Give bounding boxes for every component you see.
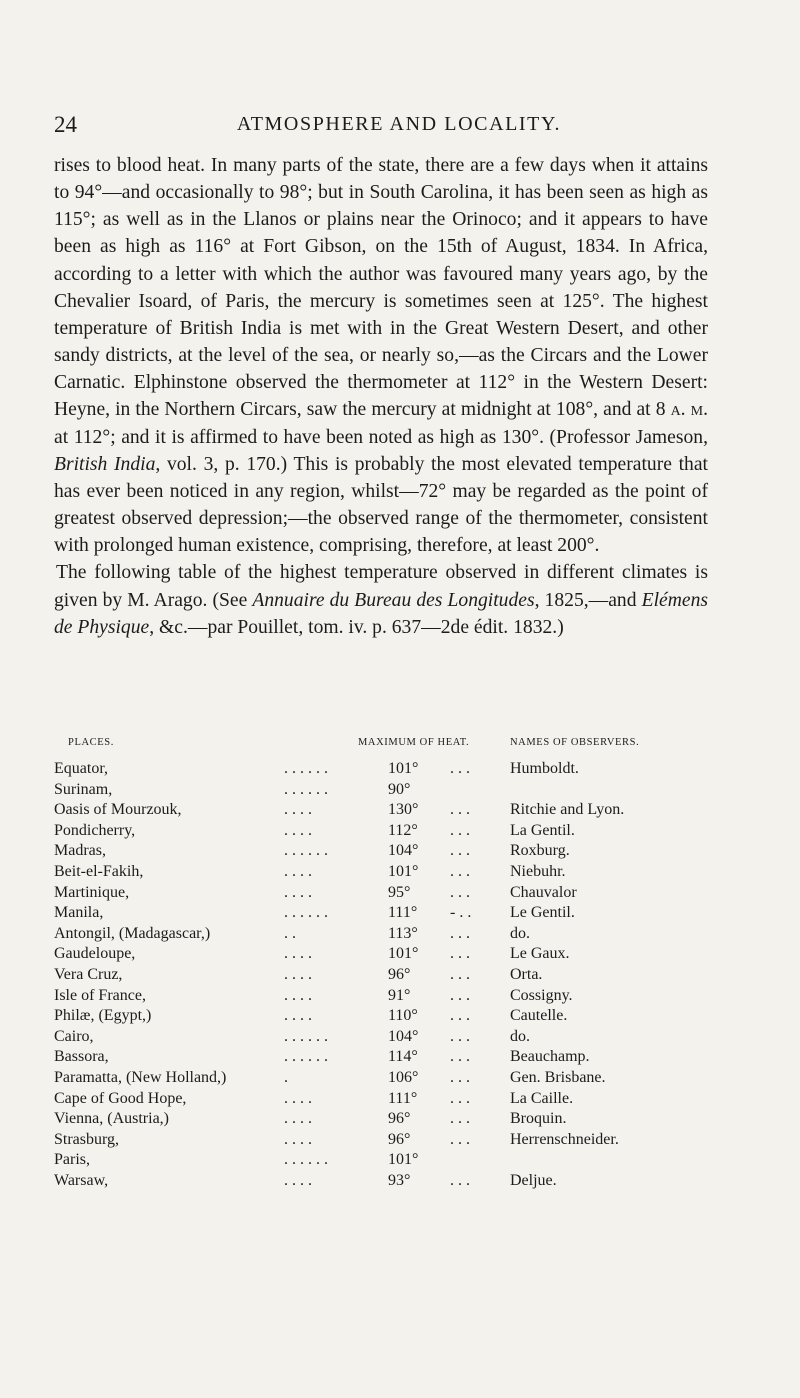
max-heat-cell: 112° xyxy=(388,821,418,839)
leader-dots: . . . xyxy=(450,924,470,942)
table-header xyxy=(54,737,766,759)
max-heat-cell: 101° xyxy=(388,945,419,963)
place-cell: Vera Cruz, xyxy=(54,965,123,983)
leader-dots: . . . xyxy=(450,1130,470,1148)
observer-cell: Humboldt. xyxy=(510,760,579,777)
paragraph-1-part-c: , vol. 3, p. 170.) This is probably the most elevated temperature that has ever been noticed in any region, whilst—72° may be regarded as the point of greatest observed depression;—the observed range of the thermometer, consistent with prolonged human existence, comprising, therefore, at least 200°. xyxy=(54,453,708,557)
observer-cell: Roxburg. xyxy=(510,842,570,860)
leader-dots: . . . . xyxy=(284,1089,312,1107)
leader-dots: . . . xyxy=(450,862,470,880)
place-cell: Martinique, xyxy=(54,883,130,901)
max-heat-cell: 96° xyxy=(388,1130,411,1148)
observer-cell: Ritchie and Lyon. xyxy=(510,801,625,819)
leader-dots: . . . . xyxy=(284,862,312,880)
leader-dots: . . . xyxy=(450,986,470,1004)
leader-dots: . . . xyxy=(450,1110,470,1128)
leader-dots: . . . xyxy=(450,965,470,983)
table-row xyxy=(54,1130,766,1151)
leader-dots: . . . . . . xyxy=(284,1027,328,1045)
table-body xyxy=(54,759,766,1191)
paragraph-2-part-b: , 1825,—and xyxy=(534,589,642,611)
observer-cell: Broquin. xyxy=(510,1110,567,1128)
place-cell: Equator, xyxy=(54,760,109,777)
max-heat-cell: 101° xyxy=(388,862,419,880)
leader-dots: . . . xyxy=(450,1027,470,1045)
leader-dots: . . . . . . xyxy=(284,1048,328,1066)
leader-dots: . . . . xyxy=(284,1110,312,1128)
leader-dots: . . . xyxy=(450,842,470,860)
place-cell: Antongil, (Madagascar,) xyxy=(54,924,211,942)
observer-cell: Orta. xyxy=(510,965,543,983)
leader-dots: . . . . xyxy=(284,945,312,963)
leader-dots: . . . . . . xyxy=(284,780,328,798)
place-cell: Beit-el-Fakih, xyxy=(54,862,144,880)
leader-dots: . . . . xyxy=(284,965,312,983)
paragraph-2-part-a: The following table of the highest temperature observed in different climates is given by M. Arago. (See xyxy=(54,562,708,611)
place-cell: Cairo, xyxy=(54,1027,94,1045)
leader-dots: . . . . xyxy=(284,821,312,839)
header-places: PLACES. xyxy=(68,737,114,748)
table-row xyxy=(54,1006,766,1027)
observer-cell: Deljue. xyxy=(510,1171,557,1189)
place-cell: Madras, xyxy=(54,842,106,860)
table-row xyxy=(54,862,766,883)
place-cell: Oasis of Mourzouk, xyxy=(54,801,182,819)
observer-cell: La Caille. xyxy=(510,1089,574,1107)
table-row xyxy=(54,1027,766,1048)
observer-cell: Beauchamp. xyxy=(510,1048,590,1066)
table-row xyxy=(54,903,766,924)
paragraph-1-part-b: at 112°; and it is affirmed to have been noted as high as 130°. (Professor Jameson, xyxy=(54,426,708,448)
leader-dots: . . . xyxy=(450,1068,470,1086)
leader-dots: . . . xyxy=(450,1048,470,1066)
max-heat-cell: 101° xyxy=(388,760,419,777)
observer-cell: Herrenschneider. xyxy=(510,1130,619,1148)
table-row xyxy=(54,1089,766,1110)
page-header xyxy=(54,112,704,142)
max-heat-cell: 96° xyxy=(388,1110,411,1128)
book-title-annuaire: Annuaire du Bureau des Longitudes xyxy=(252,589,535,611)
paragraph-1-part-a: rises to blood heat. In many parts of the state, there are a few days when it attains to 94°—and occasionally to 98°; but in South Carolina, it has been seen as high as 115°; as well as in the Llanos or plains near the Orinoco; and it appears to have been as high as 116° at Fort Gibson, on the 15th of August, 1834. In Africa, according to a letter with which the author was favoured many years ago, by the Chevalier Isoard, of Paris, the mercury is sometimes seen at 125°. The highest temperature of British India is met with in the Great Western Desert, and other sandy districts, at the level of the sea, or nearly so,—as the Circars and the Lower Carnatic. Elphinstone observed the thermometer at 112° in the Western Desert: Heyne, in the Northern Circars, saw the mercury at midnight at 108°, and at 8 xyxy=(54,155,708,421)
leader-dots: . . . . xyxy=(284,1130,312,1148)
page-number: 24 xyxy=(54,112,77,137)
max-heat-cell: 91° xyxy=(388,986,411,1004)
place-cell: Isle of France, xyxy=(54,986,146,1004)
max-heat-cell: 114° xyxy=(388,1048,418,1066)
observer-cell: do. xyxy=(510,924,530,942)
table-row xyxy=(54,924,766,945)
leader-dots: . . . xyxy=(450,1007,470,1025)
table-row xyxy=(54,883,766,904)
place-cell: Strasburg, xyxy=(54,1130,120,1148)
place-cell: Manila, xyxy=(54,904,104,922)
running-title: ATMOSPHERE AND LOCALITY. xyxy=(236,113,562,135)
place-cell: Bassora, xyxy=(54,1048,109,1066)
max-heat-cell: 113° xyxy=(388,924,418,942)
observer-cell: do. xyxy=(510,1027,530,1045)
place-cell: Cape of Good Hope, xyxy=(54,1089,187,1107)
max-heat-cell: 96° xyxy=(388,965,411,983)
table-row xyxy=(54,800,766,821)
max-heat-cell: 110° xyxy=(388,1007,418,1025)
table-row xyxy=(54,1171,766,1192)
leader-dots: . . . . xyxy=(284,986,312,1004)
leader-dots: . . . . . . xyxy=(284,904,328,922)
table-row xyxy=(54,1150,766,1171)
place-cell: Warsaw, xyxy=(54,1171,109,1189)
leader-dots: . . . xyxy=(450,883,470,901)
place-cell: Paramatta, (New Holland,) xyxy=(54,1068,227,1086)
temperature-table xyxy=(54,737,766,1191)
table-row xyxy=(54,780,766,801)
observer-cell: Gen. Brisbane. xyxy=(510,1068,606,1086)
observer-cell: Le Gentil. xyxy=(510,904,575,922)
header-maximum-heat: MAXIMUM OF HEAT. xyxy=(358,737,470,748)
table-row xyxy=(54,986,766,1007)
observer-cell: Cautelle. xyxy=(510,1007,568,1025)
max-heat-cell: 106° xyxy=(388,1068,419,1086)
leader-dots: . . . xyxy=(450,945,470,963)
max-heat-cell: 101° xyxy=(388,1151,419,1169)
observer-cell: Le Gaux. xyxy=(510,945,570,963)
place-cell: Vienna, (Austria,) xyxy=(54,1110,169,1128)
leader-dots: . . . . xyxy=(284,1007,312,1025)
leader-dots: . . . xyxy=(450,1171,470,1189)
place-cell: Paris, xyxy=(54,1151,90,1169)
place-cell: Philæ, (Egypt,) xyxy=(54,1007,152,1025)
body-text xyxy=(54,152,708,641)
max-heat-cell: 111° xyxy=(388,1089,418,1107)
table-row xyxy=(54,944,766,965)
max-heat-cell: 104° xyxy=(388,1027,419,1045)
place-cell: Gaudeloupe, xyxy=(54,945,136,963)
max-heat-cell: 104° xyxy=(388,842,419,860)
leader-dots: . . . . . . xyxy=(284,760,328,777)
paragraph-2-part-c: , &c.—par Pouillet, tom. iv. p. 637—2de édit. 1832.) xyxy=(149,616,564,638)
max-heat-cell: 95° xyxy=(388,883,411,901)
table-row xyxy=(54,821,766,842)
header-observers: NAMES OF OBSERVERS. xyxy=(510,737,640,748)
leader-dots: . . . . . . xyxy=(284,842,328,860)
table-row xyxy=(54,1047,766,1068)
leader-dots: . . . xyxy=(450,1089,470,1107)
leader-dots: . . . . xyxy=(284,1171,312,1189)
leader-dots: . . . xyxy=(450,760,470,777)
book-title-british-india: British India xyxy=(54,453,156,475)
leader-dots: . . . . xyxy=(284,883,312,901)
leader-dots: . . . . . . xyxy=(284,1151,328,1169)
observer-cell: Cossigny. xyxy=(510,986,573,1004)
observer-cell: Niebuhr. xyxy=(510,862,566,880)
table-row xyxy=(54,965,766,986)
place-cell: Pondicherry, xyxy=(54,821,136,839)
max-heat-cell: 93° xyxy=(388,1171,411,1189)
leader-dots: - . . xyxy=(450,904,472,922)
max-heat-cell: 111° xyxy=(388,904,418,922)
book-title-elemens: Elémens de Physique xyxy=(54,589,708,638)
leader-dots: . . . xyxy=(450,821,470,839)
table-row xyxy=(54,1068,766,1089)
leader-dots: . . . . xyxy=(284,801,312,819)
place-cell: Surinam, xyxy=(54,780,113,798)
table-row xyxy=(54,1109,766,1130)
time-am: a. m. xyxy=(670,399,708,421)
leader-dots: . . . xyxy=(450,801,470,819)
leader-dots: . . xyxy=(284,924,296,942)
max-heat-cell: 90° xyxy=(388,780,411,798)
leader-dots: . xyxy=(284,1068,288,1086)
paragraph-1 xyxy=(54,152,708,559)
observer-cell: Chauvalor xyxy=(510,883,577,901)
max-heat-cell: 130° xyxy=(388,801,419,819)
paragraph-2 xyxy=(54,559,708,640)
observer-cell: La Gentil. xyxy=(510,821,575,839)
table-row xyxy=(54,759,766,780)
table-row xyxy=(54,841,766,862)
